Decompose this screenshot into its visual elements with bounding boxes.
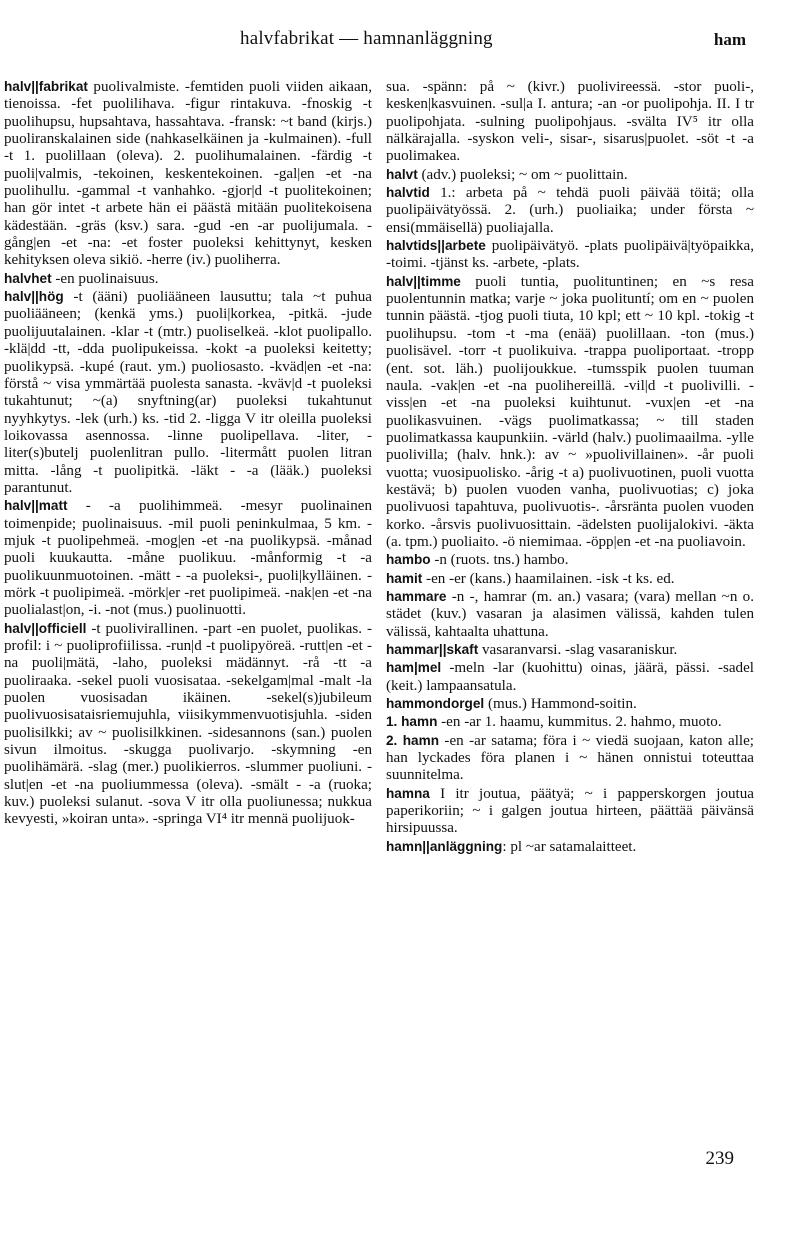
entry-headword: hambo [386, 552, 431, 568]
dictionary-entry [386, 551, 754, 569]
dictionary-entry [386, 732, 754, 785]
dictionary-entry [386, 78, 754, 166]
entry-headword: hamit [386, 570, 423, 586]
dictionary-entry [386, 570, 754, 588]
entry-definition: (adv.) puoleksi; ~ om ~ puolittain. [417, 166, 628, 183]
entry-definition: - -a puolihimmeä. -mesyr puolinainen toimenpide; puolinaisuus. -mil puoli peninkulmaa, 5 km. -mjuk -t puolipehmeä. -mog|en -et -na puolikypsä. -månad puoli kuukautta. -måne puolikuu. -månformig -t -a puolikuunmuotoinen. -mätt - -a puoleksi-, puoli|kylläinen. -mörk -t puolipimeä. -mörk|er -ret puolipimeä. -nak|en -et -na puolialast|on, -i. -not (mus.) puolinuotti. [4, 498, 372, 619]
entry-definition: puolipäivätyö. -plats puolipäivä|työpaikka, -toimi. -tjänst ks. -arbete, -plats. [386, 238, 754, 272]
entry-definition: puoli tuntia, puolituntinen; en ~s resa puolentunnin matka; varje ~ joka puolituntí; om en ~ puolen tunnin päästä. -tjog puoli tiuta, 10 kpl; ett ~ 10 kpl. -tokig -t puolihupsu. -tom -t -ma (enää) puolillaan. -ton (mus.) puolisävel. -torr -t puolikuiva. -trappa puoliportaat. -tropp (ent. sot. läh.) puolijoukkue. -tumsspik puolen tuuman naula. -vak|en -et -na puolihereillä. -vil|d -t puolivilli. -viss|en -et -na puoleksi kuihtunut. -vux|en -et -na puolikasvuinen. -vägs puolimatkassa; ~ till staden puolimatkassa kaupunkiin. -värld (halv.) puolimaailma. -ylle puolivilla; (halv. hnk.): av ~ »puolivillainen». -år puoli vuotta; vuosipuolisko. -årig -t a) puolivuotinen, puoli vuotta kestävä; b) puolen vuoden vanha, puolivuotias; c) joka puolivuosi tapahtuva, puolivuotis-. -årsränta puolen vuoden korko. -årsvis puolivuosittain. -ädelsten puolijalokivi. -äkta (a. tpm.) puoliaito. -ö niemimaa. -öpp|en -et -na puoliavoin. [386, 273, 754, 550]
entry-definition: -en -ar 1. haamu, kummitus. 2. hahmo, muoto. [437, 714, 722, 731]
running-title: halvfabrikat — hamnanläggning [240, 28, 493, 49]
entry-headword: hamna [386, 785, 430, 801]
entry-headword: hammar||skaft [386, 642, 479, 657]
entry-headword: 2. hamn [386, 732, 440, 748]
entry-headword: halv||hög [4, 289, 64, 305]
entry-definition: : pl ~ar satamalaitteet. [502, 838, 637, 855]
entry-headword: halv||matt [4, 498, 68, 514]
entry-headword: ham|mel [386, 660, 442, 676]
entry-definition: sua. -spänn: på ~ (kivr.) puolivireessä. -stor puoli-, kesken|kasvuinen. -sul|a I. antura; -an -or puolipohja. II. I tr puolipohjata. -sulning puolipohjaus. -svälta IV⁵ itr olla nälkärajalla. -syskon veli-, sisar-, sisarus|puolet. -söt -t -a puolimakea. [386, 79, 754, 165]
entry-headword: halv||timme [386, 273, 461, 289]
entry-headword: halv||officiell [4, 620, 87, 636]
entry-definition: -t (ääni) puoliääneen lausuttu; tala ~t puhua puoliääneen; (kenkä yms.) puoli|korkea, -pitkä. -jude puolijuutalainen. -klar -t (mtr.) puoliselkeä. -klot puolipallo. -klä|dd -tt, -dda puolipukeissa. -kokt -a puoleksi keitetty; puolikypsä. -kupé (raut. ym.) puoliosasto. -kväd|en -et -na: förstå ~ visa ymmärtää puolesta sanasta. -kväv|d -t puoleksi tukahtunut; ~(a) snyftning(ar) puoleksi tukahtunut nyyhkytys. -lek (urh.) ks. -tid 2. -ligga V itr oleilla puoleksi loikovassa asennossa. -linne puolipellava. -liter, -liter(s)butelj puolenlitran pullo. -litermått puolen litran mitta. -lång -t puolipitkä. -läkt - -a (lääk.) puoleksi parantunut. [4, 289, 372, 496]
entry-headword: hammare [386, 588, 447, 604]
dictionary-entry [386, 588, 754, 641]
entry-headword: halvt [386, 166, 418, 182]
dictionary-entry [386, 166, 754, 184]
page-header [0, 28, 800, 58]
dictionary-entry [386, 838, 754, 856]
entry-definition: -en puolinaisuus. [51, 270, 159, 287]
dictionary-entry [386, 695, 754, 713]
dictionary-entry [386, 785, 754, 838]
page-number: 239 [705, 1148, 734, 1169]
entry-headword: halvtids||arbete [386, 238, 486, 254]
dictionary-entry [4, 270, 372, 288]
entry-definition: -t puolivirallinen. -part -en puolet, puolikas. -profil: i ~ puoliprofiilissa. -run|d -t puolipyöreä. -rutt|en -et -na puoli|mätä, -laho, puoleksi mädännyt. -rå -tt -a puoliraaka. -sekel puoli vuosisataa. -sekelgam|mal -malt -la puolen vuosisadan ikäinen. -sekel(s)jubileum puolivuosisataisriemujuhla, viisikymmenvuotisjuhla. -siden puolisilkki; av ~ puolisilkkinen. -sidesannons (san.) puolen sivun ilmoitus. -skugga puolivarjo. -skymning -en puolihämärä. -slag (mer.) puolikierros. -slummer puoliuni. -slut|en -et -na puoliummessa (oleva). -smält - -a (ruoka; kuv.) puoleksi sulanut. -sova V itr olla puoliunessa; nukkua kevyesti, »koiran unta». -springa VI⁴ itr mennä puolijuok- [4, 620, 372, 828]
entry-definition: I itr joutua, päätyä; ~ i papperskorgen joutua paperikoriin; ~ i galgen joutua hirteen, päättää päivänsä hirsipuussa. [386, 785, 754, 837]
entry-definition: puolivalmiste. -femtiden puoli viiden aikaan, tienoissa. -fet puolilihava. -figur rintakuva. -fnoskig -t puolihupsu, hupsahtava, hassahtava. -fransk: ~t band (kirjs.) puoliranskalainen side (nahkaselkäinen ja -kulmainen). -full -t 1. puolillaan (oleva). 2. puolihumalainen. -färdig -t puoli|valmis, -tekoinen, keskentekoinen. -gal|en -et -na puolihullu. -gammal -t vanhahko. -gjor|d -t puolitekoinen; han gör intet -t arbete hän ei päästä mitään puolitekoisena kädestään. -gräs (ksv.) sara. -gud -en -ar puolijumala. -gång|en -et -na: -et foster puoleksi kehittynyt, kesken kehityksen oleva sikiö. -herre (iv.) puoliherra. [4, 79, 372, 269]
entry-definition: -meln -lar (kuohittu) oinas, jäärä, pässi. -sadel (keit.) lampaansatula. [386, 660, 754, 694]
dictionary-entry [386, 273, 754, 552]
dictionary-entry [4, 620, 372, 829]
entry-definition: 1.: arbeta på ~ tehdä puoli päivää töitä; olla puolipäivätyössä. 2. (urh.) puoliaika; under första ~ ensi(mmäisellä) puoliajalla. [386, 185, 754, 236]
entry-definition: -en -er (kans.) haamilainen. -isk -t ks. ed. [422, 570, 675, 587]
dictionary-entry [386, 641, 754, 659]
entry-headword: halvhet [4, 270, 52, 286]
entry-headword: 1. hamn [386, 714, 438, 730]
entry-definition: -n (ruots. tns.) hambo. [430, 552, 569, 569]
dictionary-entry [386, 659, 754, 695]
entry-headword: halv||fabrikat [4, 79, 88, 94]
entry-definition: vasaranvarsi. -slag vasaraniskur. [478, 642, 678, 658]
entry-definition: -n -, hamrar (m. an.) vasara; (vara) mellan ~n o. städet (kuv.) vasaran ja alasimen välissä, kahden tulen välissä, kahtaalta uhattuna. [386, 588, 754, 640]
dictionary-entry [4, 78, 372, 270]
dictionary-entry [386, 713, 754, 731]
dictionary-entry [386, 184, 754, 237]
right-column [386, 78, 754, 856]
left-column [4, 78, 372, 829]
guide-word: ham [713, 30, 746, 49]
entry-headword: hammondorgel [386, 696, 485, 712]
entry-definition: -en -ar satama; föra i ~ viedä suojaan, katon alle; han lyckades föra planen i ~ hänen onnistui toteuttaa suunnitelma. [386, 732, 754, 784]
dictionary-entry [4, 497, 372, 619]
entry-definition: (mus.) Hammond-soitin. [484, 696, 637, 713]
dictionary-entry [4, 288, 372, 497]
entry-headword: hamn||anläggning [386, 838, 503, 854]
entry-headword: halvtid [386, 185, 430, 201]
dictionary-entry [386, 237, 754, 273]
